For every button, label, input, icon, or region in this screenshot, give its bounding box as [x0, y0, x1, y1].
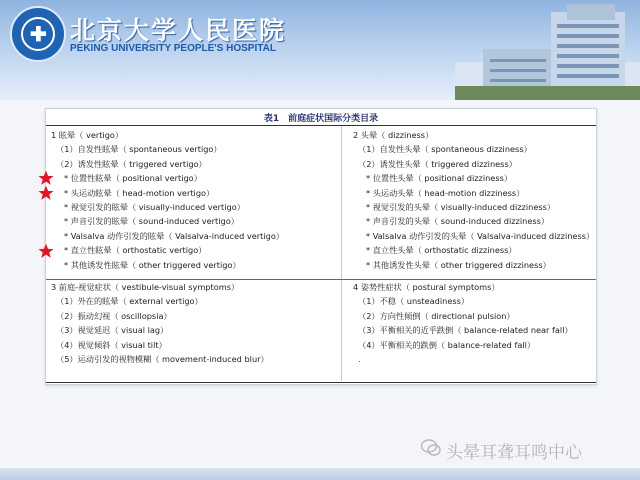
logo-emblem-icon: ✚: [30, 22, 47, 46]
table-row: 3 前庭-视觉症状（ vestibule-visual symptoms）: [51, 282, 240, 292]
wechat-icon: [420, 437, 442, 459]
dizziness-column: [348, 128, 628, 272]
table-row: * Valsalva 动作引发的头晕（ Valsalva-induced dizziness）: [366, 230, 595, 241]
table-row: （2）诱发性眩晕（ triggered vertigo）: [56, 158, 207, 169]
table-title: 表1 前庭症状国际分类目录: [263, 114, 379, 124]
red-star-icon: [38, 243, 54, 259]
table-row: * 其他诱发性眩晕（ other triggered vertigo）: [64, 259, 241, 270]
table-row: （2）振动幻视（ oscillopsia）: [56, 310, 172, 321]
table-row: * 位置性头晕（ positional dizziness）: [366, 173, 513, 184]
hospital-logo: [10, 6, 66, 62]
table-row: （1）自发性头晕（ spontaneous dizziness）: [358, 144, 532, 155]
table-row: * 视觉引发的头晕（ visually-induced dizziness）: [366, 201, 556, 212]
table-row: * 头运动眩晕（ head-motion vertigo）: [64, 187, 215, 198]
vestibular-symptom-table: [45, 108, 597, 385]
red-star-icon: [38, 170, 54, 186]
table-column-divider: [341, 126, 342, 381]
table-row: * 直立性眩晕（ orthostatic vertigo）: [64, 245, 207, 256]
table-row: （4）视觉倾斜（ visual tilt）: [56, 339, 167, 350]
watermark-text: 头晕耳聋耳鸣中心: [446, 443, 582, 463]
table-row: * 声音引发的眩晕（ sound-induced vertigo）: [64, 216, 239, 227]
table-row: （3）平衡相关的近乎跌倒（ balance-related near fall）: [358, 325, 573, 336]
table-row: （1）自发性眩晕（ spontaneous vertigo）: [56, 144, 222, 155]
table-row: .: [358, 353, 361, 364]
table-row: 2 头晕（ dizziness）: [353, 130, 434, 140]
table-row: * 直立性头晕（ orthostatic dizziness）: [366, 245, 517, 256]
table-row: * 其他诱发性头晕（ other triggered dizziness）: [366, 259, 551, 270]
table-row: 1 眩晕（ vertigo）: [51, 130, 124, 140]
table-row: 4 姿势性症状（ postural symptoms）: [353, 282, 500, 292]
table-row: * 视觉引发的眩晕（ visually-induced vertigo）: [64, 201, 245, 212]
vertigo-column: [46, 128, 326, 272]
red-star-icon: [38, 185, 54, 201]
table-top-rule: [46, 125, 596, 126]
table-row: * 声音引发的头晕（ sound-induced dizziness）: [366, 216, 550, 227]
table-row: * Valsalva 动作引发的眩晕（ Valsalva-induced vertigo）: [64, 230, 285, 241]
hospital-header: [0, 0, 640, 100]
hospital-name-en: PEKING UNIVERSITY PEOPLE'S HOSPITAL: [70, 43, 276, 54]
footer-band: [0, 468, 640, 480]
hospital-building-image: [455, 4, 640, 100]
table-row: （1）外在的眩晕（ external vertigo）: [56, 296, 203, 307]
vestibule-visual-column: [46, 280, 326, 366]
table-row: （1）不稳（ unsteadiness）: [358, 296, 470, 307]
hospital-name-cn: 北京大学人民医院: [70, 16, 287, 45]
table-row: * 位置性眩晕（ positional vertigo）: [64, 173, 202, 184]
table-row: （4）平衡相关的跌倒（ balance-related fall）: [358, 339, 536, 350]
table-row: （2）方向性倾倒（ directional pulsion）: [358, 310, 515, 321]
table-row: （5）运动引发的视物模糊（ movement-induced blur）: [56, 353, 269, 364]
table-row: * 头运动头晕（ head-motion dizziness）: [366, 187, 525, 198]
table-row: （3）视觉延迟（ visual lag）: [56, 325, 169, 336]
table-row: （2）诱发性头晕（ triggered dizziness）: [358, 158, 517, 169]
table-bottom-rule: [46, 382, 596, 383]
postural-column: [348, 280, 628, 366]
